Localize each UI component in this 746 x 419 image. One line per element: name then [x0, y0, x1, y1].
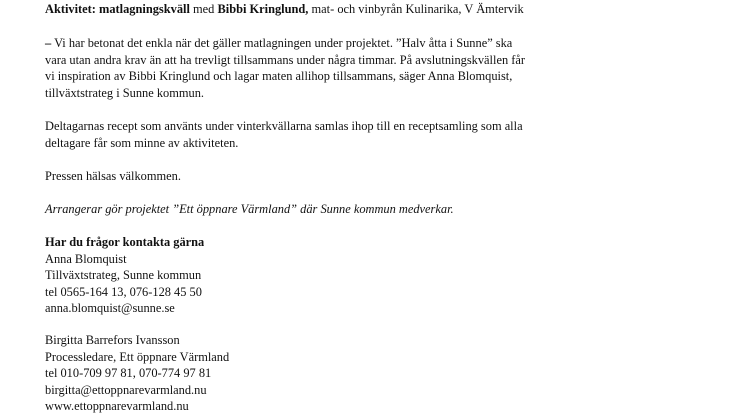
contact-primary-title: Tillväxtstrateg, Sunne kommun	[45, 268, 202, 283]
activity-label: Aktivitet: matlagningskväll	[45, 2, 190, 16]
quote-line: vara utan andra krav än att ha trevligt tillsammans under några timmar. På avslutningskvällen får	[45, 52, 525, 67]
recipes-line: Deltagarnas recept som använts under vinterkvällarna samlas ihop till en receptsamling som alla	[45, 119, 523, 133]
contact-secondary	[45, 332, 605, 415]
contact-primary-name: Anna Blomquist	[45, 251, 127, 266]
contacts-section	[45, 234, 605, 317]
organizer-note: Arrangerar gör projektet ”Ett öppnare Värmland” där Sunne kommun medverkar.	[45, 202, 454, 216]
contact-secondary-phone: tel 010-709 97 81, 070-774 97 81	[45, 366, 212, 381]
quote-line: – Vi har betonat det enkla när det gäller matlagningen under projektet. ”Halv åtta i Sunne” ska	[45, 36, 513, 50]
quote-line: tillväxtstrateg i Sunne kommun.	[45, 85, 204, 100]
quote-paragraph	[45, 35, 605, 101]
press-welcome: Pressen hälsas välkommen.	[45, 169, 181, 183]
contacts-heading: Har du frågor kontakta gärna	[45, 235, 205, 249]
quote-dash: –	[45, 36, 52, 50]
recipes-paragraph	[45, 118, 605, 151]
activity-with: med	[193, 2, 215, 16]
contact-secondary-web[interactable]: www.ettoppnarevarmland.nu	[45, 399, 189, 414]
contact-secondary-email[interactable]: birgitta@ettoppnarevarmland.nu	[45, 382, 207, 397]
activity-host-desc: mat- och vinbyrån Kulinarika, V Ämtervik	[311, 2, 524, 16]
activity-host-name: Bibbi Kringlund,	[217, 2, 309, 16]
contact-secondary-name: Birgitta Barrefors Ivansson	[45, 333, 180, 347]
quote-line: vi inspiration av Bibbi Kringlund och lagar maten allihop tillsammans, säger Anna Blomquist,	[45, 69, 513, 84]
activity-line	[45, 1, 524, 18]
contact-primary-email[interactable]: anna.blomquist@sunne.se	[45, 301, 175, 316]
contact-secondary-title: Processledare, Ett öppnare Värmland	[45, 349, 230, 364]
recipes-line: deltagare får som minne av aktiviteten.	[45, 135, 239, 150]
contact-primary-phone: tel 0565-164 13, 076-128 45 50	[45, 284, 202, 299]
